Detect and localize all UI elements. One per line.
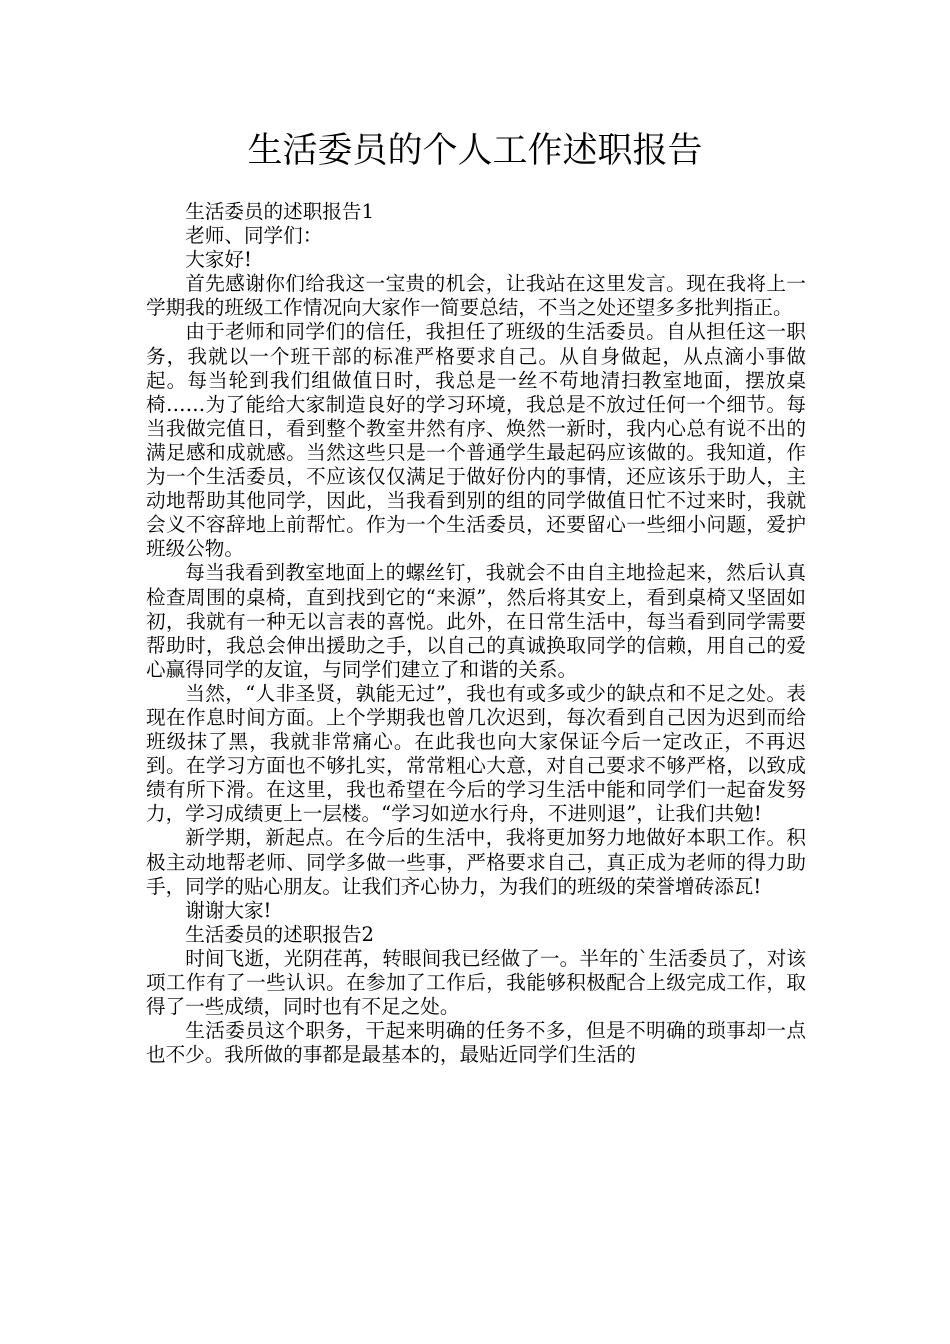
- paragraph: 生活委员这个职务，干起来明确的任务不多，但是不明确的琐事却一点也不少。我所做的事都是最基本的，最贴近同学们生活的: [146, 1019, 806, 1067]
- paragraph: 首先感谢你们给我这一宝贵的机会，让我站在这里发言。现在我将上一学期我的班级工作情况向大家作一简要总结，不当之处还望多多批判指正。: [146, 272, 806, 320]
- salutation: 老师、同学们：: [185, 224, 323, 248]
- section-heading: 生活委员的述职报告1: [185, 200, 374, 223]
- paragraph: 时间飞逝，光阴荏苒，转眼间我已经做了一。半年的`生活委员了，对该项工作有了一些认识。在参加了工作后，我能够积极配合上级完成工作，取得了一些成绩，同时也有不足之处。: [146, 946, 806, 1019]
- document-body: [146, 200, 806, 1067]
- paragraph: 当然，“人非圣贤，孰能无过”，我也有或多或少的缺点和不足之处。表现在作息时间方面。上个学期我也曾几次迟到，每次看到自己因为迟到而给班级抹了黑，我就非常痛心。在此我也向大家保证今后一定改正，不再迟到。在学习方面也不够扎实，常常粗心大意，对自己要求不够严格，以致成绩有所下滑。在这里，我也希望在今后的学习生活中能和同学们一起奋发努力，学习成绩更上一层楼。“学习如逆水行舟，不进则退”，让我们共勉!: [146, 681, 806, 826]
- paragraph: 由于老师和同学们的信任，我担任了班级的生活委员。自从担任这一职务，我就以一个班干部的标准严格要求自己。从自身做起，从点滴小事做起。每当轮到我们组做值日时，我总是一丝不苟地清扫教室地面，摆放桌椅……为了能给大家制造良好的学习环境，我总是不放过任何一个细节。每当我做完值日，看到整个教室井然有序、焕然一新时，我内心总有说不出的满足感和成就感。当然这些只是一个普通学生最起码应该做的。我知道，作为一个生活委员，不应该仅仅满足于做好份内的事情，还应该乐于助人，主动地帮助其他同学，因此，当我看到别的组的同学做值日忙不过来时，我就会义不容辞地上前帮忙。作为一个生活委员，还要留心一些细小问题，爱护班级公物。: [146, 320, 806, 561]
- paragraph: 新学期，新起点。在今后的生活中，我将更加努力地做好本职工作。积极主动地帮老师、同学多做一些事，严格要求自己，真正成为老师的得力助手，同学的贴心朋友。让我们齐心协力，为我们的班级的荣誉增砖添瓦!: [146, 826, 806, 898]
- paragraph: 每当我看到教室地面上的螺丝钉，我就会不由自主地捡起来，然后认真检查周围的桌椅，直到找到它的“来源”，然后将其安上，看到桌椅又坚固如初，我就有一种无以言表的喜悦。此外，在日常生活中，每当看到同学需要帮助时，我总会伸出援助之手，以自己的真诚换取同学的信赖，用自己的爱心赢得同学的友谊，与同学们建立了和谐的关系。: [146, 561, 806, 681]
- section-heading: 生活委员的述职报告2: [185, 922, 374, 946]
- document-title: 生活委员的个人工作述职报告: [247, 131, 703, 171]
- closing: 谢谢大家!: [185, 898, 272, 922]
- greeting: 大家好!: [185, 248, 252, 272]
